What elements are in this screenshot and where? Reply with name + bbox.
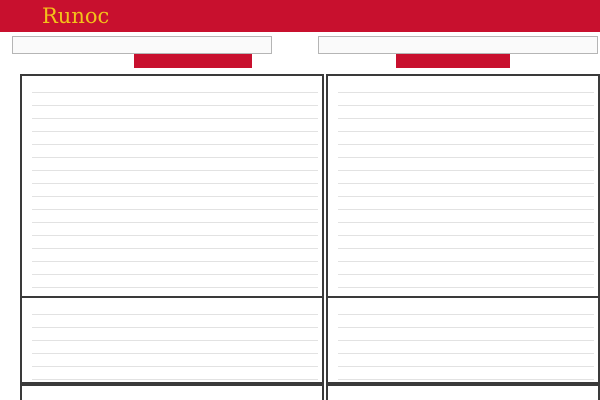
list-item — [338, 158, 594, 171]
list-item — [32, 302, 318, 315]
list-item — [32, 367, 318, 380]
list-item — [32, 328, 318, 341]
list-item — [32, 341, 318, 354]
list-item — [338, 106, 594, 119]
list-item — [338, 302, 594, 315]
list-item — [32, 354, 318, 367]
list-item — [338, 367, 594, 380]
panel-top-right-list — [328, 76, 598, 298]
list-item — [32, 275, 318, 288]
list-item — [338, 275, 594, 288]
panel-bottom-right-2 — [326, 384, 600, 400]
list-item — [32, 132, 318, 145]
panel-top-left-list — [22, 76, 322, 298]
panel-bottom-right — [326, 296, 600, 384]
list-item — [338, 119, 594, 132]
panel-top-right — [326, 74, 600, 298]
panel-top-left — [20, 74, 324, 298]
list-item — [338, 262, 594, 275]
list-item — [32, 315, 318, 328]
subheader-left-red-bar — [134, 54, 252, 68]
list-item — [32, 210, 318, 223]
list-item — [338, 197, 594, 210]
list-item — [32, 145, 318, 158]
list-item — [338, 132, 594, 145]
list-item — [338, 93, 594, 106]
subheader-right-red-bar — [396, 54, 510, 68]
subheader-right-box — [318, 36, 598, 54]
list-item — [32, 119, 318, 132]
list-item — [338, 249, 594, 262]
list-item — [32, 236, 318, 249]
list-item — [32, 106, 318, 119]
panel-bottom-left — [20, 296, 324, 384]
list-item — [338, 171, 594, 184]
list-item — [338, 341, 594, 354]
list-item — [338, 354, 594, 367]
list-item — [338, 223, 594, 236]
list-item — [32, 184, 318, 197]
list-item — [32, 93, 318, 106]
list-item — [32, 262, 318, 275]
list-item — [338, 236, 594, 249]
panel-bottom-left-list — [22, 298, 322, 384]
list-item — [32, 197, 318, 210]
list-item — [338, 145, 594, 158]
list-item — [338, 184, 594, 197]
subheader-left-box — [12, 36, 272, 54]
panel-bottom-left-2 — [20, 384, 324, 400]
list-item — [338, 315, 594, 328]
list-item — [32, 171, 318, 184]
list-item — [32, 158, 318, 171]
list-item — [32, 80, 318, 93]
list-item — [338, 80, 594, 93]
list-item — [338, 210, 594, 223]
app-title: Runoc — [42, 4, 110, 28]
panel-bottom-right-list — [328, 298, 598, 384]
list-item — [32, 223, 318, 236]
list-item — [338, 328, 594, 341]
list-item — [32, 249, 318, 262]
